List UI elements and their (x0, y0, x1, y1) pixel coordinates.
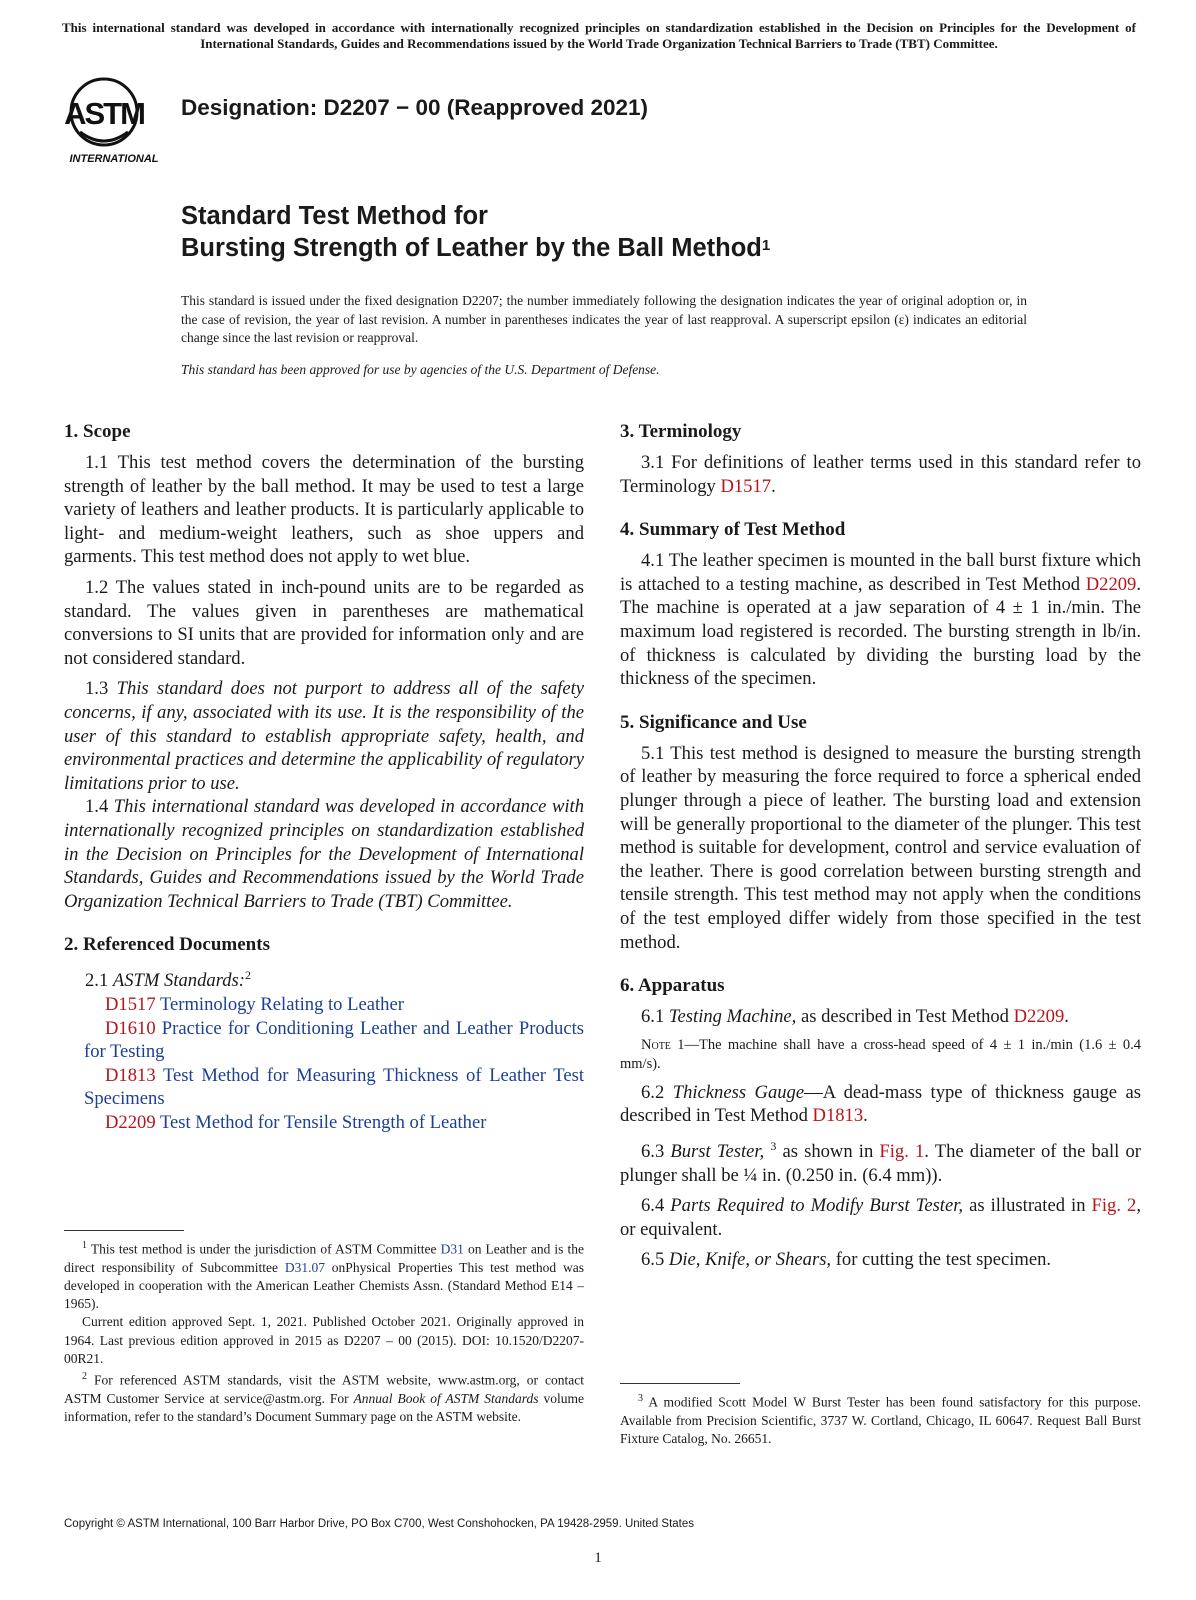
top-note (62, 20, 1136, 52)
footnote-rule-left (64, 1230, 184, 1231)
summary-4-1: 4.1 The leather specimen is mounted in the ball burst fixture which is attached to a testing machine, as described in Test Method D2209. The machine is operated at a jaw separation of 4 ± 1 in./min. The maximum load registered is recorded. The bursting strength in lb/in. of thickness is calculated by dividing the bursting load by the thickness of the specimen. (620, 550, 1141, 690)
scope-1-4: 1.4 This international standard was developed in accordance with internationally recognized principles on standardization established in the Decision on Principles for the Development of International Standards, Guides and Recommendations issued by the World Trade Organization Technical Barriers to Trade (TBT) Committee. (64, 796, 584, 912)
svg-text:ASTM: ASTM (64, 96, 144, 131)
scope-1-3: 1.3 This standard does not purport to address all of the safety concerns, if any, associated with its use. It is the responsibility of the user of this standard to establish appropriate safety, health, and environmental practices and determine the applicability of regulatory limitations prior to use. (64, 678, 584, 794)
link-d1813[interactable]: D1813 (812, 1105, 864, 1127)
link-fig-2[interactable]: Fig. 2 (1091, 1195, 1137, 1217)
footnote-1-current-edition: Current edition approved Sept. 1, 2021. Published October 2021. Originally approved in 1964. Last previous edition approved in 2015 as D2207 – 00 (2015). DOI: 10.1520/D2207-00R21. (64, 1314, 584, 1366)
link-d31-07[interactable]: D31.07 (284, 1259, 325, 1275)
terminology-3-1: 3.1 For definitions of leather terms used in this standard refer to Terminology D1517. (620, 452, 1141, 497)
ref-d2209[interactable]: D2209 Test Method for Tensile Strength of Leather (105, 1112, 487, 1134)
designation: Designation: D2207 − 00 (Reapproved 2021) (181, 95, 649, 120)
ref-d1813[interactable]: D1813 Test Method for Measuring Thickness of Leather Test Specimens (84, 1064, 584, 1110)
apparatus-6-2: 6.2 Thickness Gauge—A dead-mass type of thickness gauge as described in Test Method D1813. (620, 1081, 1141, 1127)
link-d2209-apparatus[interactable]: D2209 (1013, 1006, 1065, 1028)
section-scope-heading: 1. Scope (64, 421, 131, 442)
footnotes-right (620, 1390, 1141, 1448)
svg-text:INTERNATIONAL: INTERNATIONAL (69, 153, 159, 165)
section-referenced-heading: 2. Referenced Documents (64, 934, 270, 956)
title-line1: Standard Test Method for (181, 202, 488, 230)
scope-1-2: 1.2 The values stated in inch-pound units are to be regarded as standard. The values given in parentheses are mathematical conversions to SI units that are provided for information only and are not considered standard. (64, 576, 584, 669)
link-fig-1[interactable]: Fig. 1 (879, 1141, 925, 1163)
title-footnote-mark: 1 (761, 237, 771, 254)
page-number: 1 (594, 1550, 602, 1566)
left-column (64, 420, 584, 1135)
footnote-3: $^3$ A modified Scott Model W Burst Tester has been found satisfactory for this purpose. Available from Precision Scientific, 3737 W. Cortland, Chicago, IL 60647. Request Ball Burst Fixture Catalog, No. 26651. (620, 1393, 1141, 1446)
link-d2209[interactable]: D2209 (1085, 573, 1137, 595)
section-apparatus-heading: 6. Apparatus (620, 975, 725, 997)
apparatus-6-3: 6.3 Burst Tester, $^3$ as shown in Fig. 1. The diameter of the ball or plunger shall be ¼ in. (0.250 in. (6.4 mm)). (620, 1138, 1141, 1186)
top-note-line2: Development of International Standards, Guides and Recommendations issued by the World Trade Organization Technical Barriers to Trade (TBT) Committee. (200, 20, 1136, 51)
document-title (181, 200, 770, 264)
apparatus-6-1: 6.1 Testing Machine, as described in Test Method D2209. (641, 1006, 1069, 1028)
astm-logo (62, 70, 166, 166)
ref-d1610[interactable]: D1610 Practice for Conditioning Leather and Leather Products for Testing (84, 1017, 584, 1063)
significance-5-1: 5.1 This test method is designed to measure the bursting strength of leather by measuring the force required to force a spherical ended plunger through a piece of leather. The bursting load and extension will be generally proportional to the diameter of the plunger. This test method is suitable for development, control and service evaluation of the leather. There is good correlation between bursting strength and tensile strength. This test method may not apply when the conditions of the test employed differ widely from those specified in the test method. (620, 742, 1141, 953)
note-1: Note 1—The machine shall have a cross-head speed of 4 ± 1 in./min (1.6 ± 0.4 mm/s). (620, 1036, 1141, 1072)
footnote-rule-right (620, 1383, 740, 1384)
referenced-2-1: 2.1 ASTM Standards:$^2$ (85, 968, 251, 992)
section-summary-heading: 4. Summary of Test Method (620, 519, 846, 541)
footnote-2: $^2$ For referenced ASTM standards, visit the ASTM website, www.astm.org, or contact ASTM Customer Service at service@astm.org. For Annual Book of ASTM Standards volume information, refer to the standard’s Document Summary page on the ASTM website. (64, 1370, 584, 1424)
section-terminology-heading: 3. Terminology (620, 421, 742, 442)
right-column (620, 420, 1141, 1272)
ref-d1517[interactable]: D1517 Terminology Relating to Leather (105, 994, 404, 1016)
apparatus-6-5: 6.5 Die, Knife, or Shears, for cutting the test specimen. (641, 1249, 1052, 1271)
link-d31[interactable]: D31 (440, 1241, 464, 1257)
scope-1-1: 1.1 This test method covers the determination of the bursting strength of leather by the ball method. It may be used to test a large variety of leathers and leather products. It is particularly applicable to light- and medium-weight leathers, such as shoe uppers and garments. This test method does not apply to wet blue. (64, 452, 584, 568)
issued-note: This standard is issued under the fixed designation D2207; the number immediately following the designation indicates the year of original adoption or, in the case of revision, the year of last revision. A number in parentheses indicates the year of last reapproval. A superscript epsilon (ε) indicates an editorial change since the last revision or reapproval. (181, 293, 1027, 345)
section-significance-heading: 5. Significance and Use (620, 711, 807, 733)
footnotes-left (64, 1237, 584, 1426)
title-line2: Bursting Strength of Leather by the Ball Method$^1$ (181, 234, 771, 262)
link-d1517[interactable]: D1517 (720, 475, 772, 497)
footnote-1: $^1$ This test method is under the jurisdiction of ASTM Committee D31 on Leather and is the direct responsibility of Subcommittee D31.07 onPhysical Properties This test method was developed in cooperation with the American Leather Chemists Assn. (Standard Method E14 – 1965). (64, 1240, 584, 1312)
copyright: Copyright © ASTM International, 100 Barr Harbor Drive, PO Box C700, West Conshohocken, PA 19428-2959. United States (64, 1518, 695, 1530)
apparatus-6-4: 6.4 Parts Required to Modify Burst Tester, as illustrated in Fig. 2, or equivalent. (620, 1195, 1141, 1240)
dod-note: This standard has been approved for use by agencies of the U.S. Department of Defense. (181, 362, 660, 377)
top-note-line1: This international standard was developed in accordance with internationally recognized principles on standardization established in the Decision on Principles for the (62, 20, 1041, 35)
